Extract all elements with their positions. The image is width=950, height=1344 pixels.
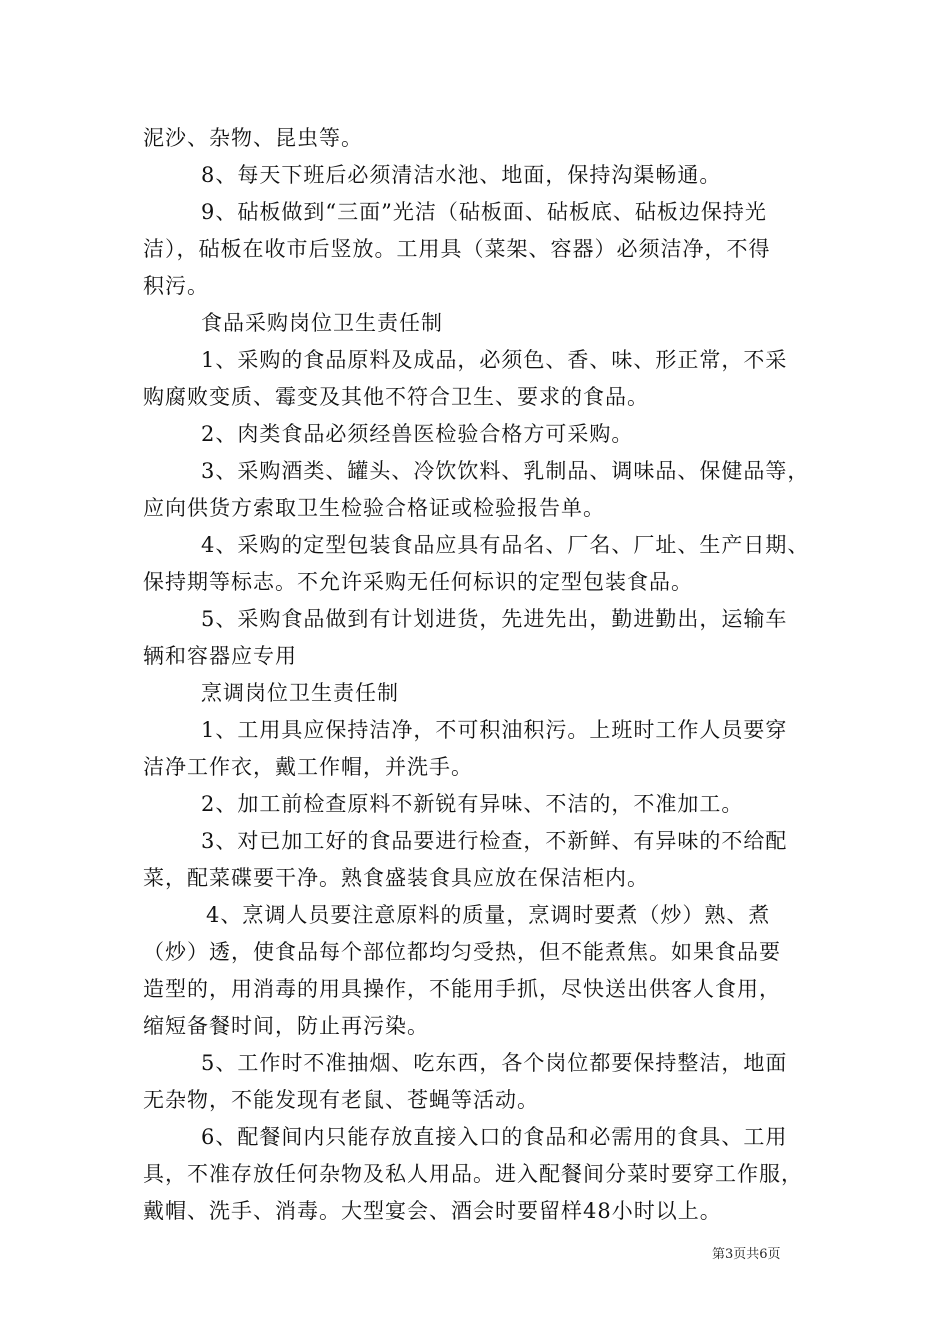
text-line: 4、采购的定型包装食品应具有品名、厂名、厂址、生产日期、 <box>201 533 810 557</box>
text-line: 具，不准存放任何杂物及私人用品。进入配餐间分菜时要穿工作服， <box>143 1162 803 1186</box>
text-line: 积污。 <box>143 274 209 298</box>
text-line: 缩短备餐时间，防止再污染。 <box>143 1014 429 1038</box>
text-line: 3、采购酒类、罐头、冷饮饮料、乳制品、调味品、保健品等， <box>201 459 810 483</box>
text-line: 应向供货方索取卫生检验合格证或检验报告单。 <box>143 496 605 520</box>
text-line: 洁净工作衣，戴工作帽，并洗手。 <box>143 755 473 779</box>
text-line: 菜，配菜碟要干净。熟食盛装食具应放在保洁柜内。 <box>143 866 649 890</box>
text-line: 1、采购的食品原料及成品，必须色、香、味、形正常，不采 <box>201 348 788 372</box>
text-line: 5、采购食品做到有计划进货，先进先出，勤进勤出，运输车 <box>201 607 788 631</box>
text-line: 9、砧板做到“三面”光洁（砧板面、砧板底、砧板边保持光 <box>201 200 767 224</box>
text-line: 3、对已加工好的食品要进行检查，不新鲜、有异味的不给配 <box>201 829 788 853</box>
text-line: 2、肉类食品必须经兽医检验合格方可采购。 <box>201 422 634 446</box>
text-line: 2、加工前检查原料不新锐有异味、不洁的，不准加工。 <box>201 792 744 816</box>
text-line: 无杂物，不能发现有老鼠、苍蝇等活动。 <box>143 1088 539 1112</box>
text-line: 8、每天下班后必须清洁水池、地面，保持沟渠畅通。 <box>201 163 722 187</box>
section-heading: 烹调岗位卫生责任制 <box>201 681 399 705</box>
page-number: 第3页共6页 <box>712 1247 781 1262</box>
text-line: 戴帽、洗手、消毒。大型宴会、酒会时要留样48小时以上。 <box>143 1199 722 1223</box>
text-line: 1、工用具应保持洁净，不可积油积污。上班时工作人员要穿 <box>201 718 788 742</box>
text-line: 4、烹调人员要注意原料的质量，烹调时要煮（炒）熟、煮 <box>206 903 771 927</box>
text-line: 洁），砧板在收市后竖放。工用具（菜架、容器）必须洁净，不得 <box>143 237 771 261</box>
text-line: 6、配餐间内只能存放直接入口的食品和必需用的食具、工用 <box>201 1125 788 1149</box>
section-heading: 食品采购岗位卫生责任制 <box>201 311 443 335</box>
text-line: 泥沙、杂物、昆虫等。 <box>143 126 363 150</box>
text-line: 辆和容器应专用 <box>143 644 297 668</box>
text-line: （炒）透，使食品每个部位都均匀受热，但不能煮焦。如果食品要 <box>143 940 781 964</box>
text-line: 保持期等标志。不允许采购无任何标识的定型包装食品。 <box>143 570 693 594</box>
text-line: 造型的，用消毒的用具操作，不能用手抓，尽快送出供客人食用， <box>143 977 781 1001</box>
text-line: 购腐败变质、霉变及其他不符合卫生、要求的食品。 <box>143 385 649 409</box>
text-line: 5、工作时不准抽烟、吃东西，各个岗位都要保持整洁，地面 <box>201 1051 788 1075</box>
